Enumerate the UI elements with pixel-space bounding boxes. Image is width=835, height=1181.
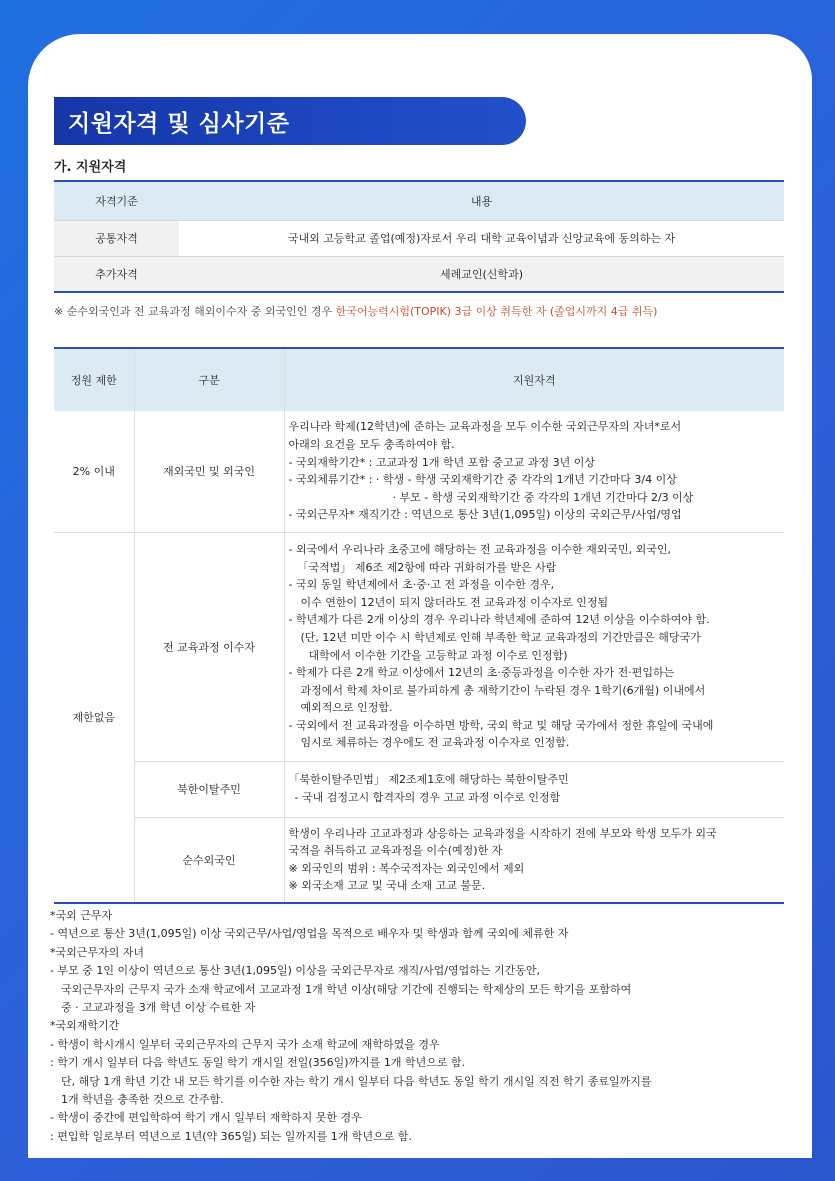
eligibility-line: 「북한이탈주민법」 제2조제1호에 해당하는 북한이탈주민 <box>288 773 569 787</box>
footnote-line: - 학생이 학시개시 일부터 국외근무자의 근무지 국가 소재 학교에 재학하였을 경우 <box>50 1037 440 1051</box>
eligibility-line: - 국내 검정고시 합격자의 경우 고교 과정 이수로 인정함 <box>294 791 561 804</box>
eligibility-line: 「국적법」 제6조 제2항에 따라 귀화허가를 받은 사람 <box>297 560 557 574</box>
eligibility-line: 아래의 요건을 모두 충족하여야 함. <box>288 438 455 452</box>
footnote-line: 중 · 고교과정을 3개 학년 이상 수료한 자 <box>61 1001 256 1015</box>
eligibility-line: - 학제가 다른 2개 학교 이상에서 12년의 초·중등과정을 이수한 자가 전·편입하는 <box>288 666 675 680</box>
eligibility-line: · 부모 - 학생 국외재학기간 중 각각의 1개년 기간마다 2/3 이상 <box>392 490 694 504</box>
eligibility-line: - 국외근무자* 재직기간 : 역년으로 통산 3년(1,095일) 이상의 국외근무/사업/영업 <box>288 508 682 522</box>
table-row <box>54 411 784 532</box>
row-content: 세례교인(신학과) <box>179 256 784 292</box>
footnote-heading: *국외근무자의 자녀 <box>50 945 145 959</box>
eligibility-cell <box>284 817 784 903</box>
limit-cell: 2% 이내 <box>54 411 134 532</box>
eligibility-table <box>54 347 784 904</box>
footnote-heading: *국외 근무자 <box>50 909 113 922</box>
section-banner <box>54 97 526 145</box>
footnotes <box>50 907 651 1146</box>
qualification-table <box>54 180 784 293</box>
eligibility-line: - 국외재학기간* : 고교과정 1개 학년 포함 중고교 과정 3년 이상 <box>288 455 596 469</box>
eligibility-line: 우리나라 학제(12학년)에 준하는 교육과정을 모두 이수한 국외근무자의 자녀*로서 <box>288 420 682 434</box>
footnote-line: 1개 학년을 충족한 것으로 간주함. <box>61 1093 224 1107</box>
eligibility-line: 예외적으로 인정함. <box>300 701 393 715</box>
footnote-line: : 학기 개시 일부터 다음 학년도 동일 학기 개시일 전일(356일)까지를 1개 학년으로 함. <box>50 1056 466 1070</box>
topik-note-highlight: 한국어능력시험(TOPIK) 3급 이상 취득한 자 (졸업시까지 4급 취득) <box>335 305 658 318</box>
section-a-title: 가. 지원자격 <box>54 160 127 175</box>
eligibility-line: 과정에서 학제 차이로 불가피하게 총 재학기간이 누락된 경우 1학기(6개월) 이내에서 <box>300 683 706 697</box>
topik-note-prefix: ※ 순수외국인과 전 교육과정 해외이수자 중 외국인인 경우 <box>54 305 336 318</box>
limit-cell: 제한없음 <box>54 532 134 903</box>
eligibility-line: - 학년제가 다른 2개 이상의 경우 우리나라 학년제에 준하여 12년 이상을 이수하여야 함. <box>288 613 710 627</box>
row-criterion: 추가자격 <box>54 256 179 292</box>
topik-note <box>54 303 657 319</box>
category-cell: 북한이탈주민 <box>134 761 284 817</box>
eligibility-line: - 외국에서 우리나라 초중고에 해당하는 전 교육과정을 이수한 재외국민, 외국인, <box>288 542 671 556</box>
footnote-line: - 학생이 중간에 편입학하여 학기 개시 일부터 재학하지 못한 경우 <box>50 1111 362 1125</box>
banner-title: 지원자격 및 심사기준 <box>68 111 290 137</box>
eligibility-line: - 국외 동일 학년제에서 초·중·고 전 과정을 이수한 경우, <box>288 578 555 592</box>
eligibility-line: ※ 외국소재 고교 및 국내 소재 고교 불문. <box>288 879 486 893</box>
eligibility-line: - 국외에서 전 교육과정을 이수하면 방학, 국외 학교 및 해당 국가에서 정한 휴일에 국내에 <box>288 718 714 732</box>
header-eligibility: 지원자격 <box>284 348 784 411</box>
table-row <box>54 256 784 292</box>
category-cell: 전 교육과정 이수자 <box>134 532 284 761</box>
category-cell: 재외국민 및 외국인 <box>134 411 284 532</box>
header-category: 구분 <box>134 348 284 411</box>
eligibility-line: (단, 12년 미만 이수 시 학년제로 인해 부족한 학교 교육과정의 기간만큼은 해당국가 <box>300 630 701 644</box>
table-row <box>54 817 784 903</box>
footnote-heading: *국외재학기간 <box>50 1019 120 1033</box>
footnote-line: : 편입학 일로부터 역년으로 1년(약 365일) 되는 일까지를 1개 학년으로 함. <box>50 1129 413 1143</box>
eligibility-line: - 국외체류기간* : · 학생 - 학생 국외재학기간 중 각각의 1개년 기간마다 3/4 이상 <box>288 473 677 487</box>
footnote-line: 국외근무자의 근무지 국가 소재 학교에서 고교과정 1개 학년 이상(해당 기간에 진행되는 학제상의 모든 학기을 포함하여 <box>61 982 632 996</box>
eligibility-line: 학생이 우리나라 고교과정과 상응하는 교육과정을 시작하기 전에 부모와 학생 모두가 외국 <box>288 826 717 840</box>
row-content: 국내외 고등학교 졸업(예정)자로서 우리 대학 교육이념과 신앙교육에 동의하는 자 <box>179 220 784 256</box>
eligibility-cell <box>284 761 784 817</box>
header-content: 내용 <box>179 181 784 220</box>
category-cell: 순수외국인 <box>134 817 284 903</box>
footnote-line: - 역년으로 통산 3년(1,095일) 이상 국외근무/사업/영업을 목적으로 배우자 및 학생과 함께 국외에 체류한 자 <box>50 927 569 941</box>
eligibility-cell <box>284 411 784 532</box>
eligibility-line: ※ 외국인의 범위 : 복수국적자는 외국인에서 제외 <box>288 861 525 875</box>
table-row <box>54 532 784 761</box>
table-row <box>54 220 784 256</box>
table-row <box>54 761 784 817</box>
eligibility-line: 이수 연한이 12년이 되지 않더라도 전 교육과정 이수자로 인정됨 <box>300 595 609 609</box>
footnote-line: - 부모 중 1인 이상이 역년으로 통산 3년(1,095일) 이상을 국외근무자로 재직/사업/영업하는 기간동안, <box>50 964 540 978</box>
eligibility-cell <box>284 532 784 761</box>
eligibility-line: 국적을 취득하고 교육과정을 이수(예정)한 자 <box>288 844 503 858</box>
footnote-line: 단, 해당 1개 학년 기간 내 모든 학기를 이수한 자는 학기 개시 일부터 다음 학년도 동일 학기 개시일 직전 학기 종료일까지를 <box>61 1074 652 1088</box>
eligibility-line: 대학에서 이수한 기간을 고등학교 과정 이수로 인정함) <box>308 648 568 662</box>
row-criterion: 공통자격 <box>54 220 179 256</box>
eligibility-line: 임시로 체류하는 경우에도 전 교육과정 이수자로 인정함. <box>300 736 570 750</box>
header-limit: 정원 제한 <box>54 348 134 411</box>
header-criterion: 자격기준 <box>54 181 179 220</box>
